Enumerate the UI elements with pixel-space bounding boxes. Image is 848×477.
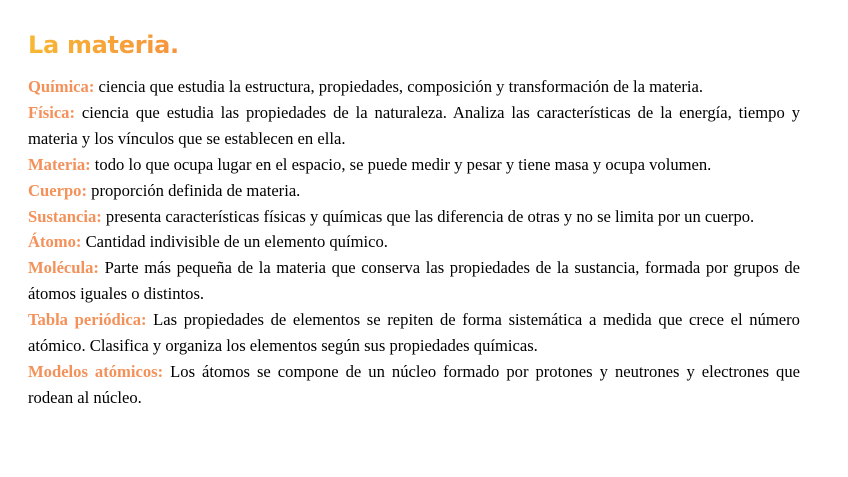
definition-text: proporción definida de materia.	[87, 180, 301, 200]
slide-title	[28, 28, 179, 62]
term-label: Molécula:	[28, 258, 99, 278]
definition-text: todo lo que ocupa lugar en el espacio, se puede medir y pesar y tiene masa y ocupa volumen.	[90, 154, 712, 174]
definitions-list	[28, 74, 800, 411]
definition-modelos-atomicos	[28, 359, 800, 411]
definition-text: Los átomos se compone de un núcleo formado por protones y neutrones y electrones que rodean al núcleo.	[28, 361, 800, 407]
term-label: Química:	[28, 77, 95, 96]
definition-quimica	[28, 74, 800, 100]
term-label: Física:	[28, 102, 76, 122]
definition-materia	[28, 152, 800, 178]
term-label: Modelos atómicos:	[28, 361, 164, 381]
definition-text: Las propiedades de elementos se repiten de forma sistemática a medida que crece el número atómico. Clasifica y organiza los elementos según sus propiedades químicas.	[28, 310, 800, 356]
term-label: Sustancia:	[28, 206, 102, 226]
definition-atomo	[28, 229, 800, 255]
definition-text: ciencia que estudia las propiedades de la naturaleza. Analiza las características de la energía, tiempo y materia y los vínculos que se establecen en ella.	[28, 102, 800, 148]
definition-text: presenta características físicas y químicas que las diferencia de otras y no se limita por un cuerpo.	[101, 206, 755, 226]
term-label: Tabla periódica:	[28, 310, 147, 330]
definition-cuerpo	[28, 178, 800, 204]
term-label: Átomo:	[28, 232, 82, 252]
definition-sustancia	[28, 204, 800, 230]
slide-title-text: La materia.	[28, 31, 179, 59]
definition-molecula	[28, 255, 800, 307]
term-label: Cuerpo:	[28, 180, 87, 200]
definition-text: Parte más pequeña de la materia que conserva las propiedades de la sustancia, formada por grupos de átomos iguales o distintos.	[28, 258, 800, 304]
term-label: Materia:	[28, 154, 91, 174]
definition-text: ciencia que estudia la estructura, propiedades, composición y transformación de la materia.	[94, 77, 704, 96]
definition-text: Cantidad indivisible de un elemento químico.	[81, 232, 388, 252]
definition-tabla-periodica	[28, 307, 800, 359]
definition-fisica	[28, 100, 800, 152]
